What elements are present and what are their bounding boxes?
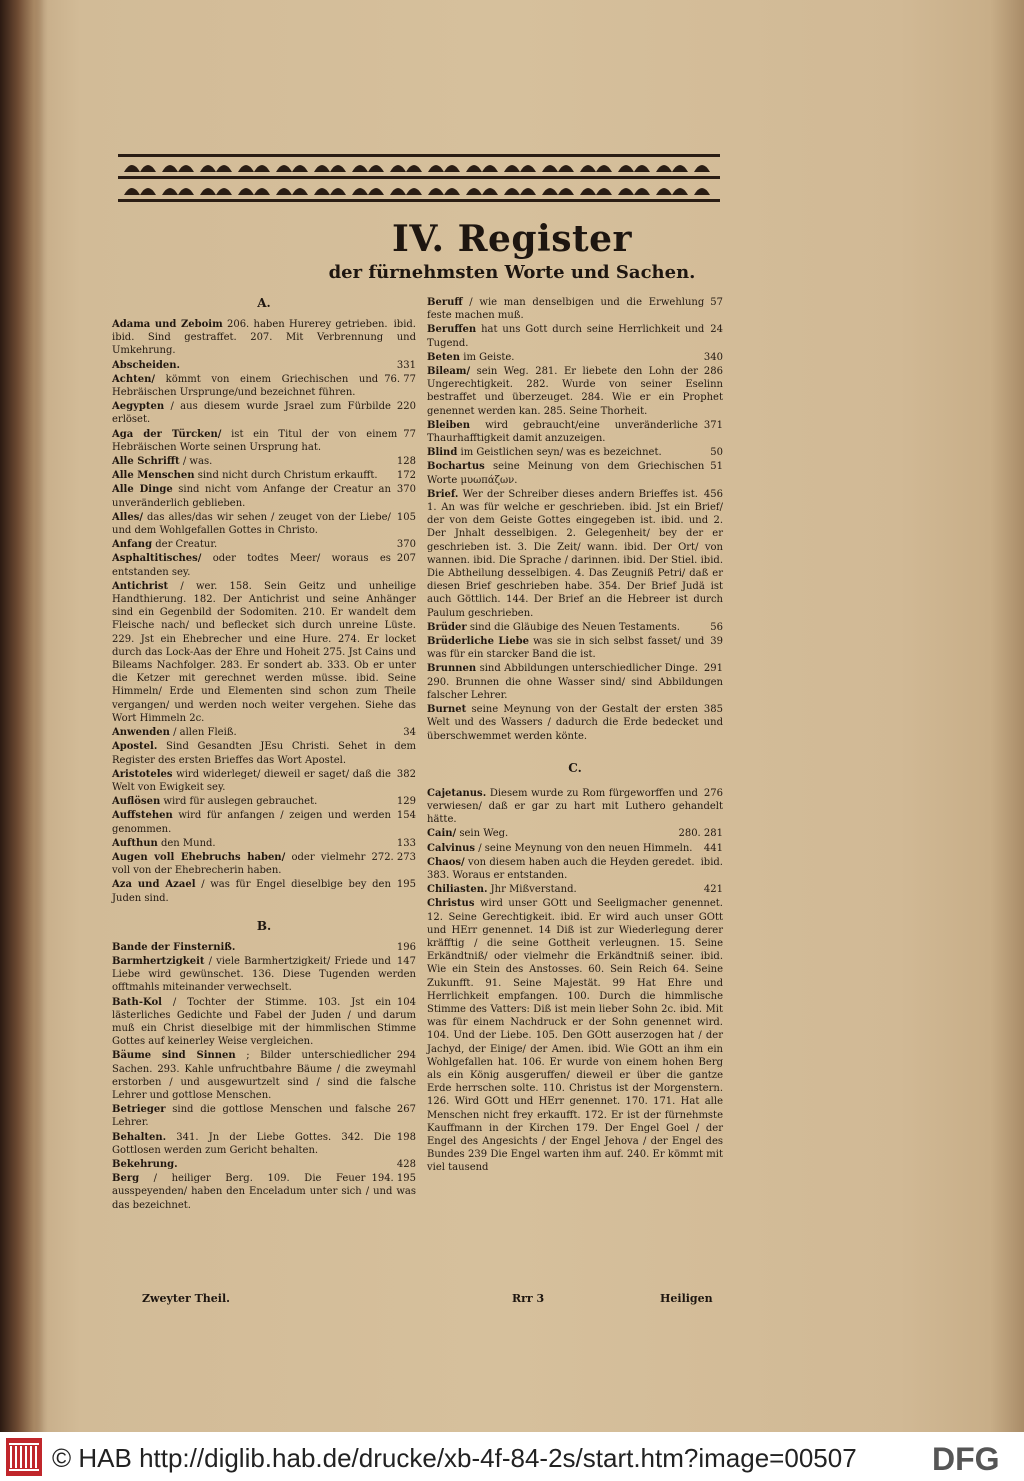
entry-term: Behalten. (112, 1131, 167, 1143)
entry-term: Bekehrung. (112, 1158, 178, 1170)
entry-term: Abscheiden. (112, 359, 181, 371)
index-entry (112, 851, 416, 877)
index-entry (112, 469, 416, 482)
entry-term: Calvinus (427, 842, 476, 854)
entry-text: / was. (182, 456, 213, 468)
entry-page-ref: ibid. (393, 319, 416, 330)
entry-term: Brüderliche Liebe (427, 636, 529, 648)
index-entry (427, 365, 723, 418)
entry-term: Asphaltitisches/ (112, 553, 202, 565)
index-entry (112, 552, 416, 578)
entry-page-ref: 105 (396, 511, 416, 523)
entry-term: Achten/ (112, 373, 156, 385)
page-subtitle: der fürnehmsten Worte und Sachen. (328, 262, 696, 283)
entry-page-ref: 286 (703, 366, 723, 378)
entry-term: Beruff (427, 297, 463, 308)
entry-term: Aza und Azael (112, 879, 196, 891)
entry-term: Apostel. (112, 741, 158, 753)
index-entry (427, 897, 723, 1174)
entry-term: Cajetanus. (427, 787, 487, 799)
entry-page-ref: 39 (710, 636, 723, 648)
entry-text: / viele Barmhertzigkeit/ Friede und Liebe wird gewünschet. 136. Diese Tugenden werden offtmahls miteinander verwechselt. (112, 955, 416, 994)
index-entry (112, 1131, 416, 1157)
index-entry (112, 878, 416, 904)
entry-page-ref: 272. 273 (371, 851, 416, 863)
entry-page-ref: 57 (710, 297, 723, 308)
entry-text: sind Abbildungen unterschiedlicher Dinge. 290. Brunnen die ohne Wasser sind/ sind Abbildungen falscher Lehrer. (427, 663, 723, 701)
entry-text: sind nicht durch Christum erkaufft. (197, 470, 378, 482)
index-entry (427, 703, 723, 743)
entry-text: seine Meynung von der Gestalt der ersten Welt und des Wassers / dadurch die Erde bedecket und überschwemmet werden könte. (427, 704, 723, 742)
entry-page-ref: 104 (396, 996, 416, 1008)
index-entry (112, 1049, 416, 1102)
entry-page-ref: 280. 281 (678, 828, 723, 840)
entry-text: / aus diesem wurde Jsrael zum Fürbilde erlöset. (112, 401, 391, 426)
entries-b-continued (427, 296, 723, 743)
index-entry (112, 837, 416, 850)
entry-term: Blind (427, 447, 458, 459)
index-entry (427, 635, 723, 661)
entry-term: Bochartus (427, 461, 485, 473)
index-entry (427, 323, 723, 349)
entry-term: Antichrist (112, 580, 169, 592)
entry-term: Brief. (427, 488, 459, 500)
entries-c (427, 787, 723, 1175)
entry-term: Auffstehen (112, 810, 173, 822)
entry-term: Aristoteles (112, 768, 173, 780)
entry-page-ref: 198 (396, 1131, 416, 1143)
entry-page-ref: 370 (396, 539, 416, 551)
entry-text: Wer der Schreiber dieses andern Brieffes ist. 1. An was für welche er geschrieben. ibid. Jst ein Brief/ der von dem Geiste Gottes eingegeben ist. ibid. und 2. Der Jnhalt desselbigen. 2. Gelegenheit/ bey der er geschrieben ist. 3. Die Zeit/ wann. ibid. Der Ort/ von wannen. ibid. Die Sprache / darinnen. ibid. Der Stiel. ibid. Die Abtheilung desselbigen. 4. Das Zeugniß Petri/ daß er diesen Brief geschrieben habe. 354. Der Brief Judä ist auch Göttlich. 144. Der Brief an die Hebreer ist durch Paulum geschrieben. (427, 488, 723, 619)
entry-term: Bleiben (427, 419, 471, 431)
entry-term: Alles/ (112, 511, 144, 523)
index-entry (112, 483, 416, 509)
entry-page-ref: 24 (710, 324, 723, 336)
entry-text: sind die gottlose Menschen und falsche Lehrer. (112, 1104, 391, 1129)
entry-term: Alle Schrifft (112, 456, 180, 468)
entry-page-ref: 77 (403, 428, 416, 440)
entry-text: sein Weg. (459, 828, 509, 840)
index-entry (427, 460, 723, 486)
entry-page-ref: 154 (396, 810, 416, 822)
index-entry (427, 787, 723, 827)
entry-term: Brüder (427, 621, 467, 633)
entry-text: sein Weg. 281. Er liebete den Lohn der Ungerechtigkeit. 282. Wurde von seiner Eselinn bestraffet und überzeuget. 284. Wie er ein Prophet genennet werden kan. 285. Seine Thorheit. (427, 366, 723, 417)
entry-page-ref: 76. 77 (384, 373, 416, 385)
index-entry (427, 446, 723, 459)
entry-term: Bäume sind Sinnen (112, 1050, 236, 1062)
index-entry (427, 662, 723, 702)
entry-text: / was für Engel dieselbige bey den Juden sind. (112, 879, 391, 904)
entry-term: Bande der Finsterniß. (112, 941, 236, 953)
entry-text: sind nicht vom Anfange der Creatur an unveränderlich geblieben. (112, 484, 391, 509)
entry-page-ref: 421 (703, 884, 723, 896)
entry-text: / heiliger Berg. 109. Die Feuer ausspeyenden/ haben den Enceladum unter sich / und was das bezeichnet. (112, 1173, 416, 1211)
index-entry (112, 428, 416, 454)
entry-term: Chaos/ (427, 856, 465, 868)
entry-term: Betrieger (112, 1104, 166, 1116)
index-entry (112, 996, 416, 1049)
entry-page-ref: 441 (703, 842, 723, 854)
entry-term: Alle Menschen (112, 470, 195, 482)
entry-page-ref: 56 (710, 621, 723, 633)
index-entry (427, 883, 723, 896)
entry-term: Anwenden (112, 727, 170, 739)
dfg-logo (930, 1440, 1018, 1476)
entry-page-ref: 340 (703, 351, 723, 363)
entry-text: wird gebraucht/eine unveränderliche Thaurhafftigkeit damit anzuzeigen. (427, 419, 698, 445)
entry-page-ref: 129 (396, 796, 416, 808)
index-entry (427, 419, 723, 445)
entry-text: / seine Meynung von den neuen Himmeln. (478, 842, 693, 854)
entry-page-ref: 34 (403, 727, 416, 739)
hab-library-logo-icon (6, 1438, 42, 1476)
entry-text: von diesem haben auch die Heyden geredet. 383. Woraus er entstanden. (427, 856, 695, 881)
entry-term: Aufthun (112, 837, 158, 849)
decorative-ornament-band (118, 152, 720, 204)
entry-page-ref: 371 (703, 419, 723, 431)
signature-mark: Rrr 3 (512, 1292, 545, 1305)
index-entry (112, 941, 416, 954)
entry-text: oder vielmehr voll von der Ehebrecherin haben. (112, 851, 366, 877)
entry-text: / allen Fleiß. (173, 727, 237, 739)
page-title (0, 218, 1024, 260)
entry-page-ref: ibid. (700, 856, 723, 868)
entry-text: seine Meinung von dem Griechischen Worte μυωπάζων. (427, 461, 705, 486)
entry-text: hat uns Gott durch seine Herrlichkeit und Tugend. (427, 324, 705, 349)
entry-term: Brunnen (427, 663, 477, 675)
entry-term: Alle Dinge (112, 484, 173, 496)
index-entry (427, 621, 723, 634)
entry-term: Aegypten (112, 401, 165, 413)
index-entry (112, 538, 416, 551)
entry-text: Jhr Mißverstand. (490, 884, 577, 896)
entry-page-ref: 133 (396, 837, 416, 849)
entry-page-ref: 428 (396, 1158, 416, 1170)
entry-term: Beten (427, 351, 461, 363)
entry-term: Anfang (112, 539, 153, 551)
index-entry (112, 726, 416, 739)
entry-text: kömmt von einem Griechischen und Hebräischen Ursprunge/und bezeichnet führen. (112, 373, 379, 399)
entry-text: / Tochter der Stimme. 103. Jst ein lästerliches Gedichte und Fabel der Juden / und darum muß ein Christ dieselbige mit der himmlischen Stimme Gottes auf keinerley Weise vergleichen. (112, 996, 416, 1048)
index-entry (427, 488, 723, 620)
entry-page-ref: 294 (396, 1050, 416, 1062)
entry-page-ref: 220 (396, 401, 416, 413)
entry-text: wird für anfangen / zeigen und werden genommen. (112, 810, 391, 835)
index-entry (112, 809, 416, 835)
entry-text: wird für auslegen gebrauchet. (163, 796, 318, 808)
entry-page-ref: 267 (396, 1104, 416, 1116)
entry-text: ; Bilder unterschiedlicher Sachen. 293. Kahle unfruchtbahre Bäume / die zweymahl erstorben / und ausgewurtzelt sind / sind die falsche Lehrer und gottlose Menschen. (112, 1050, 416, 1101)
entry-page-ref: 382 (396, 768, 416, 780)
entry-page-ref: 51 (710, 461, 723, 473)
entry-text: was sie in sich selbst fasset/ und was für ein starcker Band die ist. (427, 636, 705, 661)
entry-term: Bileam/ (427, 366, 471, 378)
entry-page-ref: 196 (396, 941, 416, 953)
entries-a (112, 318, 416, 905)
entry-text: ist ein Titul der von einem Hebräischen Worte seinen Ursprung hat. (112, 428, 398, 453)
entry-page-ref: 128 (396, 456, 416, 468)
index-entry (112, 318, 416, 358)
entry-term: Beruffen (427, 324, 477, 336)
entry-term: Christus (427, 898, 475, 910)
index-entry (112, 768, 416, 794)
entry-text: Sind Gesandten JEsu Christi. Sehet in dem Register des ersten Brieffes das Wort Apostel. (112, 741, 417, 766)
entry-page-ref: 50 (710, 447, 723, 459)
entry-page-ref: 195 (396, 879, 416, 891)
catchword: Heiligen (660, 1292, 713, 1305)
volume-note: Zweyter Theil. (142, 1292, 230, 1305)
entry-text: 341. Jn der Liebe Gottes. 342. Die Gottlosen werden zum Gericht behalten. (112, 1131, 391, 1156)
entry-term: Chiliasten. (427, 884, 488, 896)
title-word: Register (457, 218, 632, 260)
index-entry (427, 856, 723, 882)
entry-page-ref: 456 (703, 488, 723, 500)
index-entry (112, 955, 416, 995)
index-entry (112, 511, 416, 537)
entry-term: Auflösen (112, 796, 161, 808)
entry-text: 206. haben Hurerey getrieben. ibid. Sind gestraffet. 207. Mit Verbrennung und Umkehrung. (112, 319, 416, 357)
entry-text: / wer. 158. Sein Geitz und unheilige Handthierung. 182. Der Antichrist und seine Anhänger sind ein Gegenbild der Sodomiten. 210. Er wandelt dem Fleische nach/ und beflecket sich durch unreine Lüste. 229. Jst ein Ehebrecher und eine Hure. 274. Er locket durch das Lock-Aas der Ehre und Hoheit 275. Jst Cains und Bileams Nachfolger. 283. Er sondert ab. 333. Ob er unter die Ketzer mit gerechnet werden müsse. ibid. Seine Himmeln/ Erde und Elementen sind schon zum Theile vergangen/ und werden noch weiter vergehen. Siehe das Wort Himmeln 2c. (112, 580, 417, 724)
index-entry (112, 1103, 416, 1129)
entry-page-ref: 385 (703, 704, 723, 716)
copyright-link[interactable]: © HAB http://diglib.hab.de/drucke/xb-4f-84-2s/start.htm?image=00507 (52, 1443, 857, 1473)
section-letter-b: B. (256, 918, 272, 933)
entry-text: im Geistlichen seyn/ was es bezeichnet. (460, 447, 662, 459)
entry-text: Diesem wurde zu Rom fürgeworffen und verwiesen/ daß er gar zu hart mit Luthero gehandelt hätte. (427, 787, 723, 826)
index-entry (112, 795, 416, 808)
entry-term: Adama und Zeboim (112, 319, 223, 330)
entry-term: Bath-Kol (112, 996, 162, 1008)
entry-page-ref: 370 (396, 484, 416, 496)
entry-page-ref: 276 (703, 787, 723, 799)
index-entry (112, 455, 416, 468)
entry-page-ref: 331 (396, 359, 416, 371)
entry-term: Cain/ (427, 828, 457, 840)
dfg-logo-text: DFG (932, 1441, 1000, 1476)
index-entry (112, 400, 416, 426)
entry-text: im Geiste. (463, 351, 515, 363)
entry-term: Barmhertzigkeit (112, 955, 205, 967)
title-numeral: IV. (392, 218, 445, 260)
index-entry (427, 296, 723, 322)
index-entry (112, 1158, 416, 1171)
index-entry (427, 842, 723, 855)
entry-page-ref: 172 (396, 470, 416, 482)
entry-term: Berg (112, 1173, 140, 1185)
index-entry (112, 740, 416, 766)
entry-text: der Creatur. (155, 539, 218, 551)
entry-text: wird unser GOtt und Seeligmacher genennet. 12. Seine Gerechtigkeit. ibid. Er wird auch unser GOtt und HErr genennet. 14 Diß ist zur Wiederlegung derer kräfftig / die seine Gottheit verleugnen. 15. Seine Erkändtniß/ oder vielmehr die Erkändtniß seiner. ibid. Wie ein Stein des Anstosses. 60. Sein Reich 64. Seine Zukunfft. 91. Seine Majestät. 99 Hat Ehre und Herrlichkeit empfangen. 100. Durch die himmlische Stimme des Vatters: Diß ist mein lieber Sohn 2c. ibid. Mit was für einem Nachdruck er der Sohn genennet wird. 104. Und der Liebe. 105. Den GOtt auserzogen hat / der Jachyd, der Einige/ der Amen. ibid. Wie GOtt an ihm ein Wohlgefallen hat. 106. Er wurde von einem hohen Berg als ein König ausgeruffen/ dieweil er über die gantze Erde herrschen solte. 110. Christus ist der Morgenstern. 126. Wird GOtt und HErr genennet. 170. 171. Hat alle Menschen nicht frey erkaufft. 172. Er ist der fürnehmste Kauffmann in der Kirchen 179. Der Engel Goel / der Engel des Angesichts / der Engel Jehova / der Engel des Bundes 239 Die Engel warten ihm auf. 240. Er kömmt mit viel tausend (427, 898, 723, 1174)
index-entry (112, 359, 416, 372)
index-column-right (427, 296, 723, 1176)
previous-page-edge (0, 0, 44, 1432)
entry-text: oder todtes Meer/ woraus es entstanden sey. (112, 553, 391, 578)
entry-page-ref: 194. 195 (371, 1173, 416, 1185)
entry-term: Burnet (427, 704, 467, 716)
index-entry (112, 580, 416, 725)
entry-page-ref: 291 (703, 663, 723, 675)
entry-term: Augen voll Ehebruchs haben/ (112, 851, 286, 863)
index-column-left (112, 290, 416, 1213)
index-entry (427, 351, 723, 364)
section-letter-c: C. (568, 760, 582, 775)
entry-text: wird widerleget/ dieweil er saget/ daß die Welt von Ewigkeit sey. (112, 768, 391, 793)
entry-page-ref: 207 (396, 553, 416, 565)
index-entry (112, 1172, 416, 1212)
entry-term: Aga der Türcken/ (112, 428, 222, 440)
entry-text: sind die Gläubige des Neuen Testaments. (469, 621, 680, 633)
index-entry (427, 827, 723, 840)
entry-page-ref: 147 (396, 955, 416, 967)
index-entry (112, 373, 416, 399)
entry-text: / wie man denselbigen und die Erwehlung feste machen muß. (427, 297, 705, 322)
entry-text: das alles/das wir sehen / zeuget von der Liebe/ und dem Wohlgefallen Gottes in Christo. (112, 511, 391, 537)
entries-b (112, 941, 416, 1212)
section-letter-a: A. (257, 296, 271, 310)
entry-text: den Mund. (160, 837, 216, 849)
